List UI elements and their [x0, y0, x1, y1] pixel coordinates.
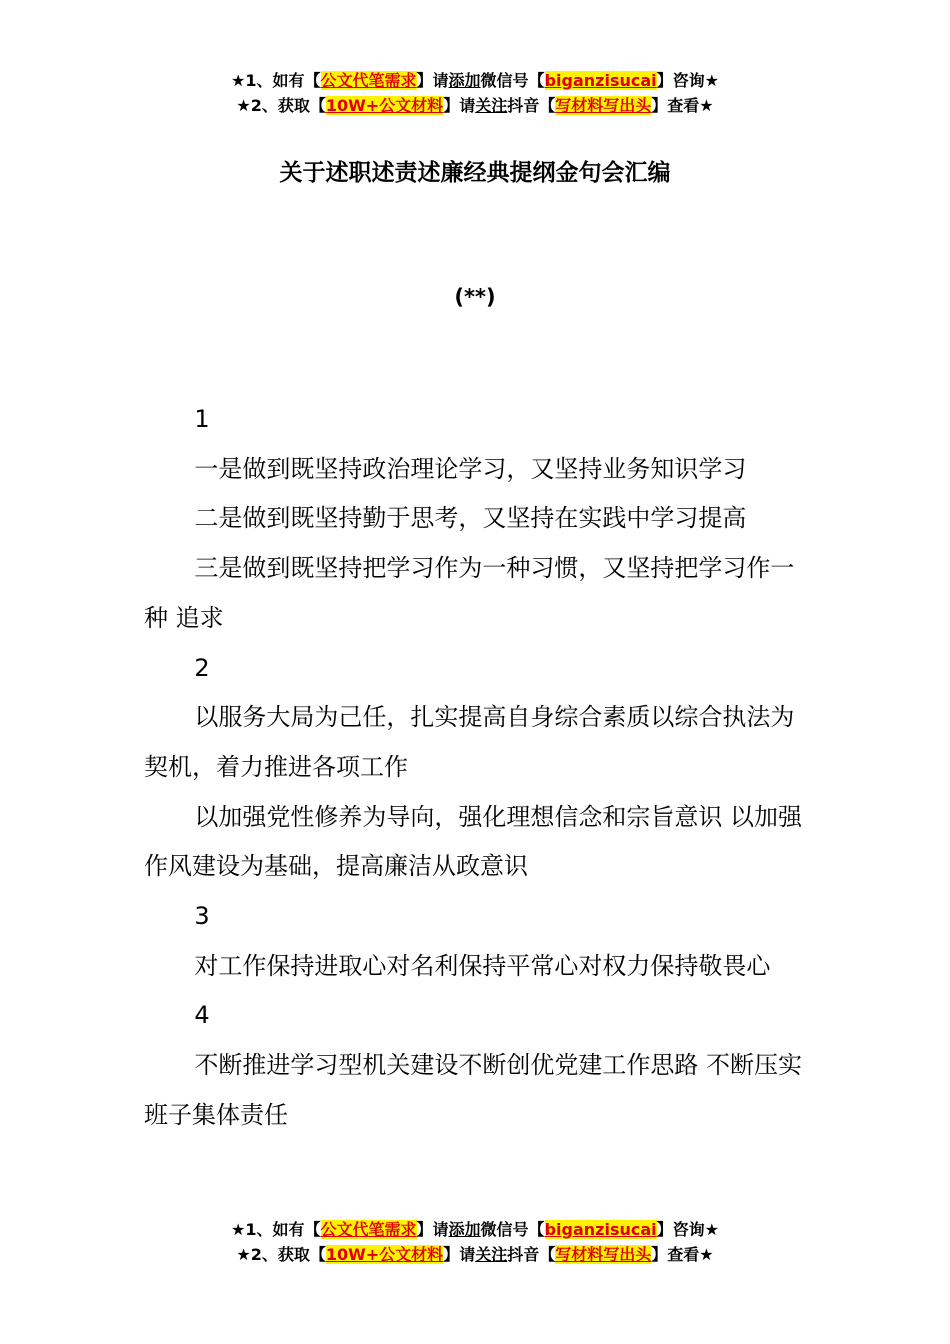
banner-underlined: 添加 — [448, 1220, 481, 1239]
document-body — [144, 395, 812, 1141]
banner-text: 】查看★ — [651, 1245, 714, 1264]
document-subtitle: (**) — [454, 285, 496, 309]
banner-text: 】咨询★ — [656, 71, 719, 90]
banner-text: 抖音【 — [507, 96, 556, 115]
body-paragraph: 二是做到既坚持勤于思考，又坚持在实践中学习提高 — [194, 504, 747, 533]
banner-line-1 — [0, 1217, 950, 1242]
banner-text: ★2、获取【 — [236, 96, 326, 115]
banner-line-2 — [0, 1242, 950, 1267]
body-paragraph: 以服务大局为己任，扎实提高自身综合素质以综合执法为契机，着力推进各项工作 — [144, 703, 795, 781]
banner-text: 】请 — [416, 1220, 449, 1239]
banner-highlight: 10W+公文材料 — [325, 1245, 444, 1264]
banner-highlight: 公文代笔需求 — [320, 71, 417, 90]
banner-underlined: 添加 — [448, 71, 481, 90]
banner-text: 微信号【 — [480, 71, 545, 90]
body-paragraph: 对工作保持进取心对名利保持平常心对权力保持敬畏心 — [194, 951, 771, 980]
banner-highlight: 公文代笔需求 — [320, 1220, 417, 1239]
banner-highlight: biganzisucai — [544, 1220, 657, 1239]
body-paragraph: 以加强党性修养为导向，强化理想信念和宗旨意识 以加强作风建设为基础，提高廉洁从政意识 — [144, 802, 803, 881]
banner-text: ★2、获取【 — [236, 1245, 326, 1264]
document-title: 关于述职述责述廉经典提纲金句会汇编 — [279, 160, 671, 186]
banner-underlined: 关注 — [475, 1245, 508, 1264]
banner-text: 微信号【 — [480, 1220, 545, 1239]
banner-text: ★1、如有【 — [231, 1220, 321, 1239]
banner-underlined: 关注 — [475, 96, 508, 115]
banner-text: 抖音【 — [507, 1245, 556, 1264]
banner-highlight: 写材料写出头 — [555, 1245, 652, 1264]
body-paragraph: 三是做到既坚持把学习作为一种习惯，又坚持把学习作一种 追求 — [144, 554, 795, 632]
banner-line-2 — [0, 93, 950, 118]
body-paragraph: 不断推进学习型机关建设不断创优党建工作思路 不断压实班子集体责任 — [144, 1051, 803, 1129]
banner-highlight: 10W+公文材料 — [325, 96, 444, 115]
body-paragraph: 一是做到既坚持政治理论学习，又坚持业务知识学习 — [194, 454, 747, 483]
banner-text: 】请 — [443, 1245, 476, 1264]
section-number: 4 — [194, 1001, 210, 1030]
banner-line-1 — [0, 68, 950, 93]
section-number: 1 — [194, 405, 210, 433]
banner-highlight: biganzisucai — [544, 71, 657, 90]
banner-text: 】咨询★ — [656, 1220, 719, 1239]
banner-text: 】请 — [416, 71, 449, 90]
top-banner — [0, 68, 950, 118]
banner-text: 】请 — [443, 96, 476, 115]
banner-text: ★1、如有【 — [231, 71, 321, 90]
section-number: 2 — [194, 653, 210, 682]
banner-highlight: 写材料写出头 — [555, 96, 652, 115]
banner-text: 】查看★ — [651, 96, 714, 115]
bottom-banner — [0, 1217, 950, 1267]
section-number: 3 — [194, 902, 210, 931]
